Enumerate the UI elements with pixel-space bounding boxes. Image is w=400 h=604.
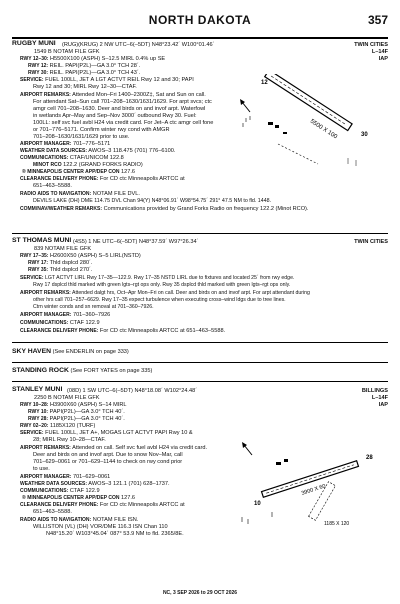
region-label: TWIN CITIES bbox=[354, 238, 388, 245]
chart-ref: L–14F bbox=[371, 48, 388, 55]
runway-label: RWY 12–30: bbox=[20, 55, 49, 62]
runway-end-label: RWY 17: bbox=[28, 260, 49, 266]
comm-remarks-text: Communications provided by Grand Forks Radio on frequency 122.2 (Minot RCO). bbox=[103, 205, 309, 212]
center-label: MINNEAPOLIS CENTER APP/DEP CON bbox=[27, 495, 120, 501]
weather-label: WEATHER DATA SOURCES: bbox=[20, 148, 88, 154]
chart-ref-iap: IAP bbox=[378, 401, 388, 408]
elevation-notam-line: 839 NOTAM FILE GFK bbox=[34, 245, 92, 252]
remarks-label: AIRPORT REMARKS: bbox=[20, 445, 71, 451]
weather-info: AWOS–3 121.1 (701) 628–1737. bbox=[88, 481, 170, 487]
center-freq: 127.6 bbox=[121, 495, 136, 501]
header-rule bbox=[12, 37, 388, 39]
clearance-label: CLEARANCE DELIVERY PHONE: bbox=[20, 502, 99, 508]
remarks-text: For attendant Sat–Sun call 701–208–1630/1631/1629. For arpt svcs; ctc bbox=[33, 98, 212, 105]
runway-end-label: RWY 35: bbox=[28, 267, 49, 273]
remarks-text: to use. bbox=[33, 466, 50, 472]
airport-name: ST THOMAS MUNI bbox=[12, 237, 72, 244]
airport-diagram-stanley bbox=[232, 437, 390, 537]
remarks-text: Ctrn winter conds and sn removal at 701–360–7926. bbox=[33, 304, 154, 310]
runway-end-30: 30 bbox=[361, 132, 368, 138]
center-freq: 127.6 bbox=[121, 169, 136, 175]
service-label: SERVICE: bbox=[20, 275, 44, 281]
center-label: MINNEAPOLIS CENTER APP/DEP CON bbox=[27, 169, 120, 175]
weather-info: AWOS–3 118.475 (701) 776–6100. bbox=[88, 148, 176, 154]
cross-reference[interactable]: (See ENDERLIN on page 333) bbox=[52, 349, 129, 355]
service-info: FUEL 100LL, JET A+, MOGAS LGT ACTVT PAPI Rwy 10 & bbox=[45, 430, 193, 436]
clearance-info-cont: 651–463–5588. bbox=[33, 509, 72, 515]
service-label: SERVICE: bbox=[20, 430, 44, 436]
runway-info: H2600X50 (ASPH) S–5 LIRL(NSTD) bbox=[50, 253, 141, 259]
rco-info: 122.2 (GRAND FORKS RADIO) bbox=[63, 162, 143, 168]
service-label: SERVICE: bbox=[20, 77, 44, 83]
runway-label: RWY 10–28: bbox=[20, 401, 49, 408]
runway-end-label: RWY 10: bbox=[28, 408, 49, 415]
weather-label: WEATHER DATA SOURCES: bbox=[20, 481, 88, 487]
buildings-icon bbox=[268, 122, 287, 134]
remarks-text: amgr cell 701–208–1630. Deer and birds on and invof arpt. Waterfowl bbox=[33, 105, 206, 112]
elevation-notam-line: 2250 B NOTAM FILE GFK bbox=[34, 394, 100, 401]
runway-dimensions: 3900 X 60 bbox=[300, 483, 327, 497]
runway-end-info: REIL. PAPI(P2L)—GA 3.0° TCH 43´. bbox=[49, 69, 141, 76]
comms-info: CTAF/UNICOM 122.8 bbox=[69, 155, 124, 161]
navaid-notam: NOTAM FILE ISN. bbox=[92, 517, 139, 523]
section-divider bbox=[12, 381, 388, 382]
runway-end-28: 28 bbox=[366, 455, 373, 461]
airport-location-line: (4S5) 1 NE UTC–6(–5DT) N48°37.59´ W97°26.34´ bbox=[73, 238, 199, 245]
vor-info-cont: N48°15.20´ W103°45.04´ 087° 53.9 NM to fld. 2365/8E. bbox=[46, 531, 184, 537]
manager-label: AIRPORT MANAGER: bbox=[20, 141, 72, 147]
clearance-label: CLEARANCE DELIVERY PHONE: bbox=[20, 176, 99, 182]
runway-end-12: 12 bbox=[261, 80, 268, 86]
comms-info: CTAF 122.9 bbox=[69, 320, 100, 326]
clearance-info: For CD ctc Minneapolis ARTCC at bbox=[99, 502, 185, 508]
service-info-cont: 28; MIRL Rwy 10–28—CTAF. bbox=[33, 437, 106, 443]
airport-name: STANLEY MUNI bbox=[12, 386, 63, 393]
remarks-text: 701–208–1630/1631/1629 prior to use. bbox=[33, 133, 130, 140]
edition-footer: NC, 3 SEP 2026 to 29 OCT 2026 bbox=[162, 590, 238, 596]
manager-phone: 701–360–7926 bbox=[72, 312, 111, 318]
vor-info: DEVILS LAKE (DH) DME 114.75 DVL Chan 94(Y) N48°06.91´ W98°54.75´ 291° 47.5 NM to fld. 1448. bbox=[33, 198, 272, 204]
remarks-text: or 701–776–5171. Confirm winter rwy cond with AMGR bbox=[33, 126, 170, 133]
section-divider bbox=[12, 362, 388, 363]
service-info: FUEL 100LL, JET A LGT ACTVT REIL Rwy 12 and 30; PAPI bbox=[45, 77, 194, 83]
runway-info: H5500X100 (ASPH) S–12.5 MIRL 0.4% up SE bbox=[50, 55, 166, 62]
clearance-info: For CD ctc Minneapolis ARTCC at bbox=[99, 176, 185, 182]
runway-label: RWY 02–20: bbox=[20, 422, 49, 429]
remarks-text: 701–629–0061 or 701–629–1144 to check on rwy cond prior bbox=[33, 459, 183, 465]
manager-label: AIRPORT MANAGER: bbox=[20, 312, 72, 318]
runway-end-10: 10 bbox=[254, 501, 261, 507]
state-title: NORTH DAKOTA bbox=[148, 13, 252, 27]
runway-end-label: RWY 12: bbox=[28, 62, 49, 69]
obstruction-icon bbox=[348, 158, 356, 166]
service-info: LGT ACTVT LIRL Rwy 17–35—122.9. Rwy 17–35 NSTD LIRL due to fixtures and located 25´ from rwy edge. bbox=[44, 275, 295, 281]
navaid-label: RADIO AIDS TO NAVIGATION: bbox=[20, 191, 92, 197]
runway-label: RWY 17–35: bbox=[20, 253, 49, 259]
navaid-notam: NOTAM FILE DVL. bbox=[92, 191, 140, 197]
airport-location-line: (RUG)(KRUG) 2 NW UTC–6(–5DT) N48°23.42´ W100°01.46´ bbox=[62, 41, 215, 48]
remarks-text: in wetlands Apr–May and Sep–Nov 3000´ outbound Rwy 30. Fuel: bbox=[33, 112, 197, 119]
airport-location-line: (08D) 1 SW UTC–6(–5DT) N48°18.08´ W102°24.48´ bbox=[67, 387, 198, 394]
remarks-label: AIRPORT REMARKS: bbox=[20, 290, 71, 296]
region-label: BILLINGS bbox=[361, 387, 388, 394]
north-arrow-icon bbox=[240, 99, 250, 112]
runway-dimensions: 5500 X 100 bbox=[308, 118, 338, 141]
service-info-cont: Rwy 12 and 30; MIRL Rwy 12–30—CTAF. bbox=[33, 84, 137, 90]
remarks-text: other hrs call 701–257–6629. Rwy 17–35 expect turbulence when executing cross–wind ldgs due to tree lines. bbox=[33, 297, 286, 303]
runway-end-info: REIL. PAPI(P2L)—GA 3.0° TCH 28´. bbox=[49, 62, 141, 69]
chart-ref-iap: IAP bbox=[378, 55, 388, 62]
airport-name: STANDING ROCK bbox=[12, 367, 69, 374]
service-info-cont: Rwy 17 dsplcd thld marked with green lgts–rgt ops only. Rwy 35 dsplcd thld marked with green lgts–rgt ops only. bbox=[33, 282, 291, 288]
runway-info: 1185X120 (TURF) bbox=[50, 422, 96, 429]
comms-label: COMMUNICATIONS: bbox=[20, 155, 69, 161]
section-divider bbox=[12, 233, 388, 234]
airport-name: RUGBY MUNI bbox=[12, 40, 56, 47]
runway-end-label: RWY 30: bbox=[28, 69, 49, 76]
comms-info: CTAF 122.9 bbox=[69, 488, 100, 494]
comms-label: COMMUNICATIONS: bbox=[20, 488, 69, 494]
runway-end-info: PAPI(P2L)—GA 3.0° TCH 40´. bbox=[49, 408, 125, 415]
buildings-icon bbox=[276, 459, 288, 465]
road-line bbox=[278, 144, 318, 164]
manager-phone: 701–776–5171 bbox=[72, 141, 111, 147]
remarks-text: Attended Mon–Fri 1400–2300Z‡, Sat and Sun on call. bbox=[72, 91, 206, 98]
cross-reference[interactable]: (See FORT YATES on page 335) bbox=[70, 368, 153, 374]
remarks-text: Deer and birds on and invof arpt. Due to snow Nov–Mar, call bbox=[33, 452, 183, 458]
section-divider bbox=[12, 342, 388, 343]
vor-info: WILLISTON (VL) (DH) VOR/DME 116.3 ISN Chan 110 bbox=[33, 524, 168, 530]
rco-label: MINOT RCO bbox=[33, 162, 62, 168]
clearance-info-cont: 651–463–5588. bbox=[33, 183, 72, 189]
trees-icon bbox=[243, 116, 250, 127]
manager-phone: 701–629–0061 bbox=[72, 474, 111, 480]
remarks-text: 100LL: self svc fuel avbl H24 via credit card. For Jet–A ctc amgr cell fone bbox=[33, 119, 214, 126]
runway-end-info: PAPI(P2L)—GA 3.0° TCH 40´. bbox=[49, 415, 125, 422]
elevation-notam-line: 1549 B NOTAM FILE GFK bbox=[34, 48, 100, 55]
airport-diagram-rugby bbox=[228, 74, 388, 184]
trees-icon bbox=[242, 512, 272, 524]
runway-12-30 bbox=[265, 74, 352, 131]
clearance-info: For CD ctc Minneapolis ARTCC at 651–463–5588. bbox=[99, 328, 226, 334]
chart-ref: L–14F bbox=[371, 394, 388, 401]
remarks-text: Attended on call. Self svc fuel avbl H24 via credit card. bbox=[72, 445, 208, 451]
navaid-label: RADIO AIDS TO NAVIGATION: bbox=[20, 517, 92, 523]
page-number: 357 bbox=[367, 13, 388, 27]
manager-label: AIRPORT MANAGER: bbox=[20, 474, 72, 480]
region-label: TWIN CITIES bbox=[354, 41, 388, 48]
runway-end-info: Thld dsplcd 270´. bbox=[49, 267, 93, 273]
north-arrow-icon bbox=[242, 442, 252, 455]
airport-name: SKY HAVEN bbox=[12, 348, 52, 355]
radar-icon: ® bbox=[22, 495, 26, 501]
radar-icon: ® bbox=[22, 169, 26, 175]
runway-end-label: RWY 28: bbox=[28, 415, 49, 422]
runway-end-info: Thld dsplcd 280´. bbox=[49, 260, 93, 266]
comm-remarks-label: COMM/NAV/WEATHER REMARKS: bbox=[20, 205, 103, 212]
remarks-label: AIRPORT REMARKS: bbox=[20, 91, 71, 98]
turf-dimensions: 1185 X 120 bbox=[324, 521, 350, 527]
runway-info: H3900X60 (ASPH) S–14 MIRL bbox=[50, 401, 127, 408]
clearance-label: CLEARANCE DELIVERY PHONE: bbox=[20, 328, 99, 334]
remarks-text: Attended dalgt hrs, Oct–Apr Mon–Fri on call. Deer and birds on and invof arpt. For arpt attendant during bbox=[72, 290, 310, 296]
page-header bbox=[0, 0, 400, 40]
comms-label: COMMUNICATIONS: bbox=[20, 320, 69, 326]
